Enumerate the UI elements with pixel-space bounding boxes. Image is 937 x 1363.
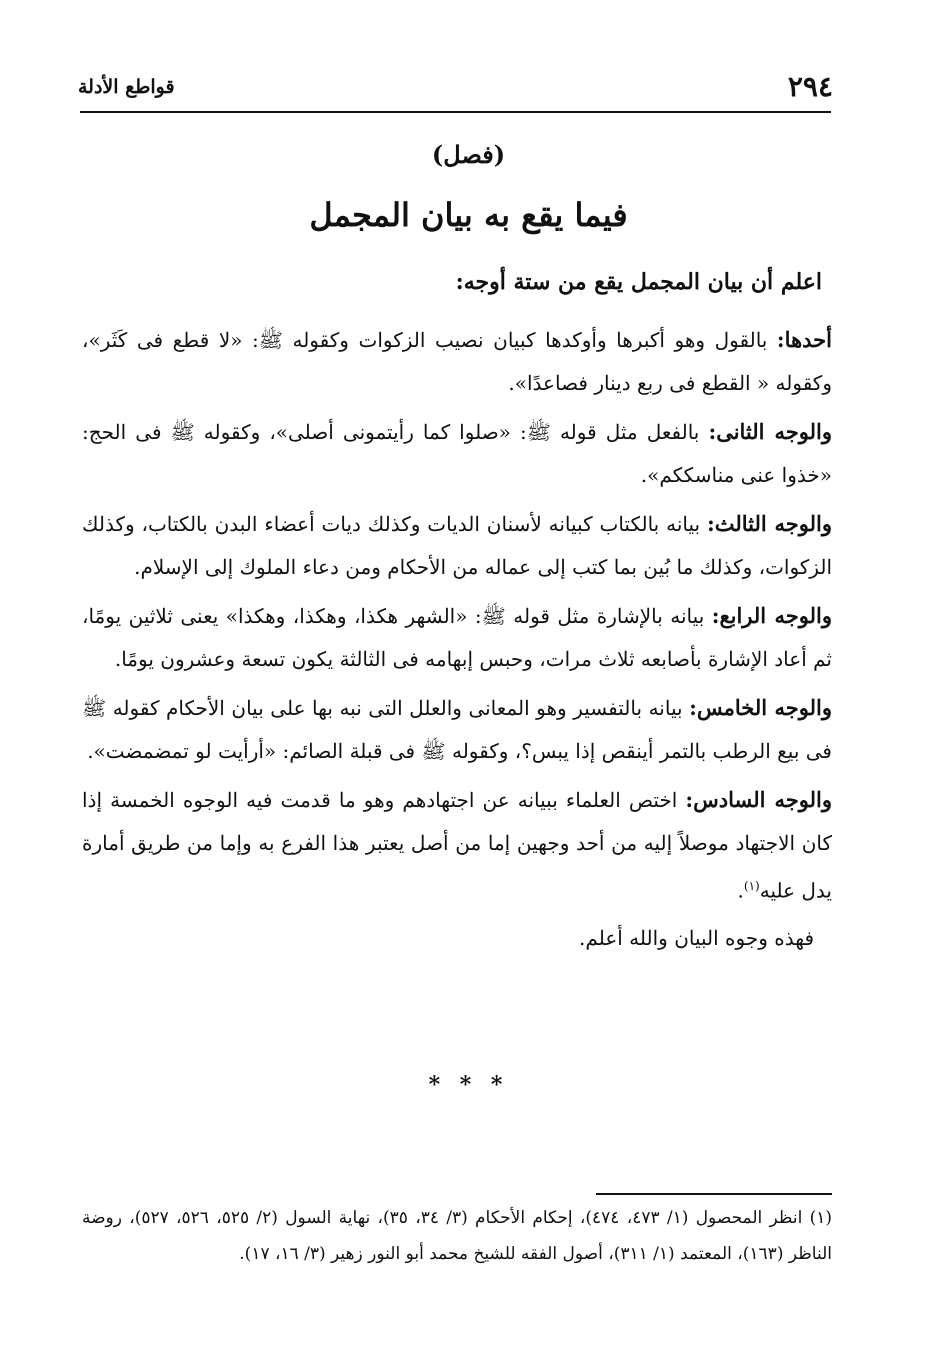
book-title: قواطع الأدلة [78,76,175,98]
footnote: (١) انظر المحصول (١/ ٤٧٣، ٤٧٤)، إحكام الأحكام (٣/ ٣٤، ٣٥)، نهاية السول (٢/ ٥٢٥، ٥٢٦، ٥٢٧)، روضة الناظر (١٦٣)، المعتمد (١/ ٣١١)، أصول الفقه للشيخ محمد أبو النور زهير (٣/ ١٦، ١٧). [82,1208,833,1264]
footnote-reference[interactable]: (١) [743,879,760,893]
paragraph-intro: والوجه الخامس: [689,695,832,720]
header-divider [80,111,831,113]
paragraph-text: بيانه بالتفسير وهو المعانى والعلل التى نبه بها على بيان الأحكام كقوله ﷺ فى بيع الرطب بالتمر أينقص إذا يبس؟، وكقوله ﷺ فى قبلة الصائم: «أرأيت لو تمضمضت». [82,696,832,763]
page-number: ٢٩٤ [787,70,833,103]
paragraph-2 [82,410,832,497]
paragraph-end: . [737,878,744,903]
lead-sentence: اعلم أن بيان المجمل يقع من ستة أوجه: [455,269,822,295]
paragraph-intro: أحدها: [776,327,832,352]
paragraph-text: بالفعل مثل قوله ﷺ: «صلوا كما رأيتمونى أصلى»، وكقوله ﷺ فى الحج: «خذوا عنى مناسككم». [82,420,832,487]
paragraph-5 [82,686,832,773]
paragraph-text: بيانه بالكتاب كبيانه لأسنان الديات وكذلك ديات أعضاء البدن بالكتاب، وكذلك الزكوات، وكذلك ما بُين بما كتب إلى عماله من الأحكام ومن دعاء الملوك إلى الإسلام. [82,512,832,579]
paragraph-3 [82,502,832,589]
paragraph-6 [82,778,832,913]
paragraph-4 [82,594,832,681]
running-header [78,70,833,110]
section-label: (فصل) [431,140,506,169]
paragraph-intro: والوجه السادس: [685,787,832,812]
paragraph-text: بيانه بالإشارة مثل قوله ﷺ: «الشهر هكذا، وهكذا، وهكذا» يعنى ثلاثين يومًا، ثم أعاد الإشارة بأصابعه ثلاث مرات، وحبس إبهامه فى الثالثة يكون تسعة وعشرون يومًا. [82,604,832,671]
paragraph-1 [82,318,832,405]
paragraph-text: اختص العلماء ببيانه عن اجتهادهم وهو ما قدمت فيه الوجوه الخمسة إذا كان الاجتهاد موصلاً إليه من أحد وجهين إما من أصل يعتبر هذا الفرع به وإما من طريق أمارة يدل عليه [82,788,832,903]
section-title: فيما يقع به بيان المجمل [309,196,628,234]
paragraph-intro: والوجه الثانى: [708,419,832,444]
footnote-divider [596,1193,832,1195]
section-separator: * * * [428,1072,509,1098]
paragraph-text: بالقول وهو أكبرها وأوكدها كبيان نصيب الزكوات وكقوله ﷺ: «لا قطع فى كَثَر»، وكقوله « القطع فى ربع دينار فصاعدًا». [82,328,832,395]
closing-line: فهذه وجوه البيان والله أعلم. [579,925,814,950]
paragraph-intro: والوجه الثالث: [706,511,833,536]
main-text [82,262,832,958]
paragraph-intro: والوجه الرابع: [711,603,832,628]
